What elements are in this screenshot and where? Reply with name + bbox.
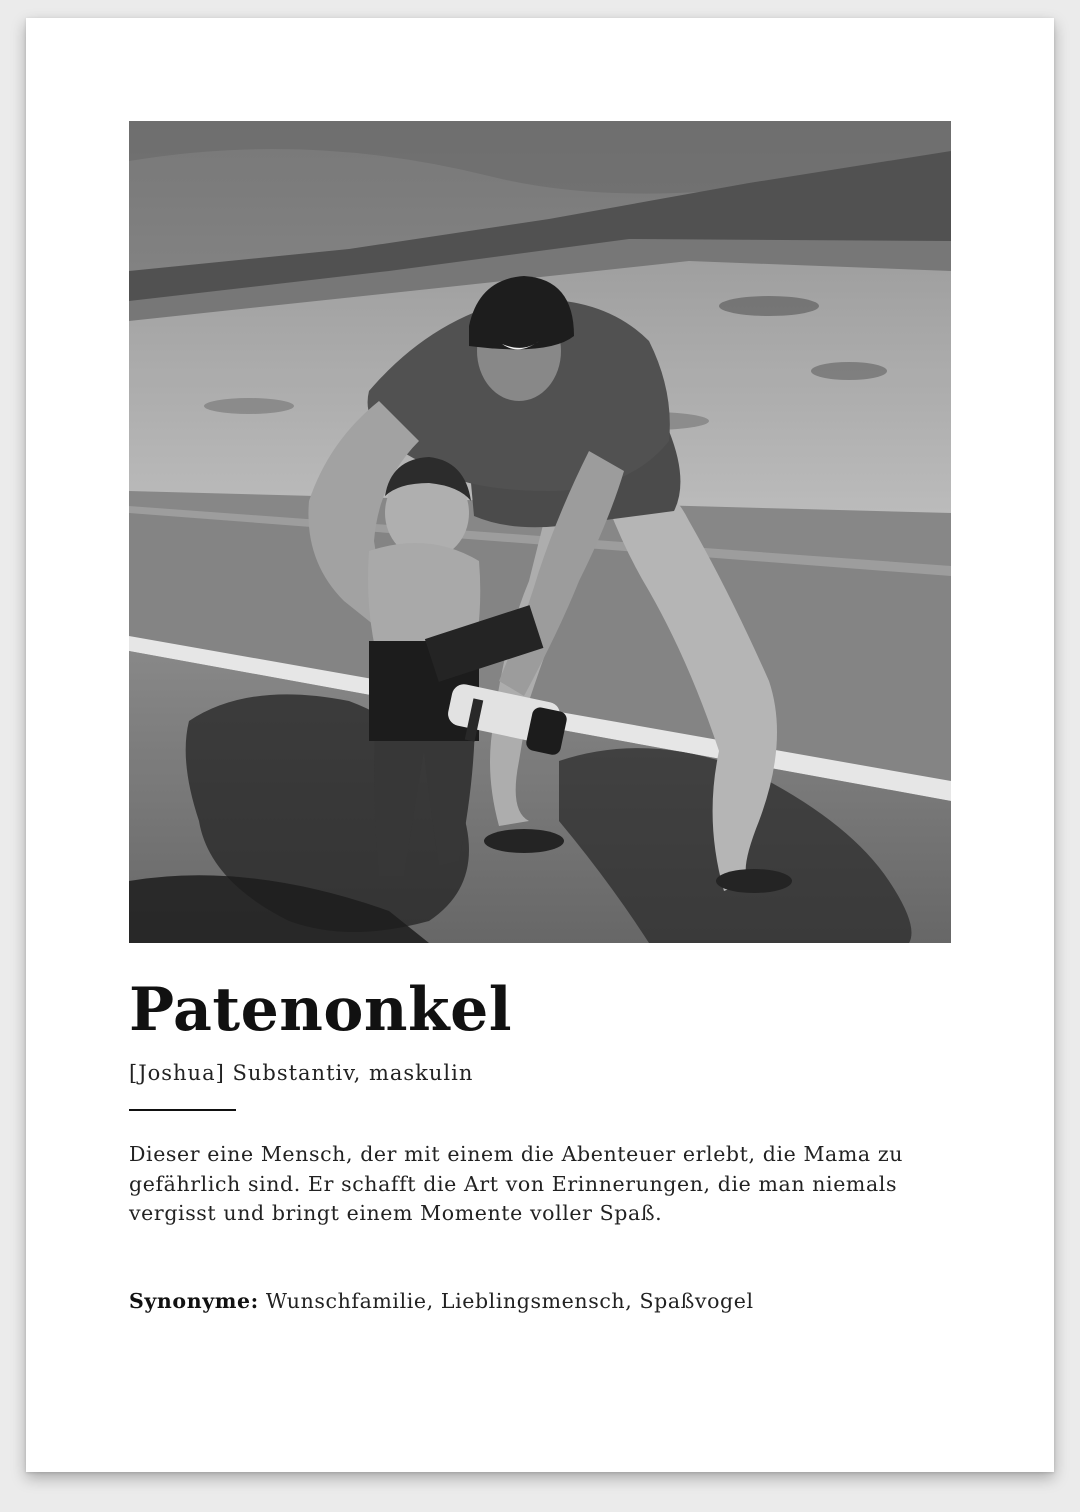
photo-illustration	[129, 121, 951, 943]
divider	[129, 1109, 236, 1111]
subtitle: [Joshua] Substantiv, maskulin	[129, 1061, 474, 1085]
title: Patenonkel	[129, 975, 513, 1045]
synonyms-line	[129, 1286, 949, 1316]
poster-sheet	[26, 18, 1054, 1472]
definition-text: Dieser eine Mensch, der mit einem die Abenteuer erlebt, die Mama zu gefährlich sind. Er schafft die Art von Erinnerungen, die man niemals vergisst und bringt einem Momente voller Spaß.	[129, 1142, 904, 1225]
synonyms-label: Synonyme:	[129, 1289, 259, 1313]
synonyms-value: Wunschfamilie, Lieblingsmensch, Spaßvogel	[258, 1289, 754, 1313]
photo	[129, 121, 951, 943]
